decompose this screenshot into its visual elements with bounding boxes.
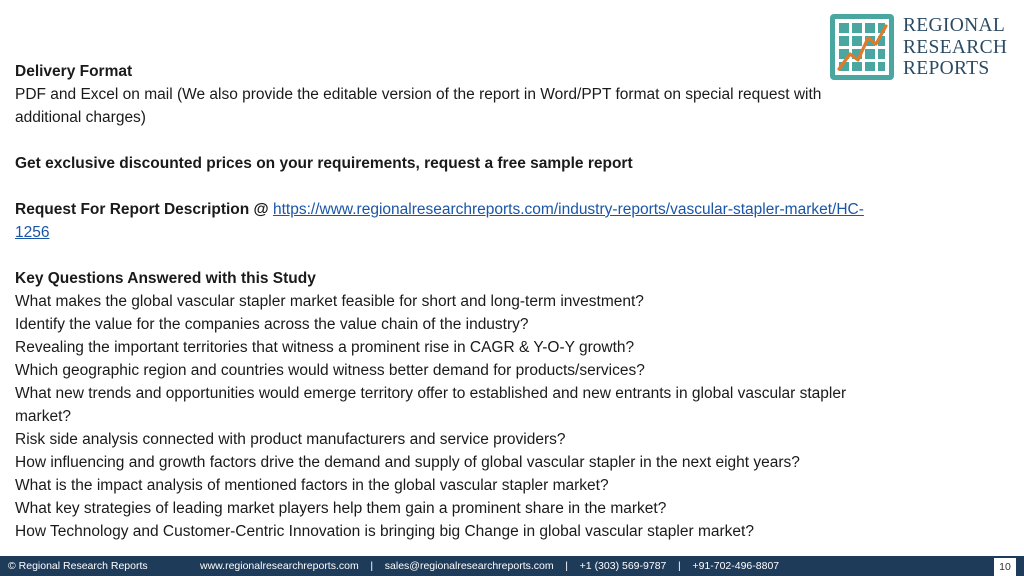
spacer (15, 244, 1005, 267)
request-description-line (15, 198, 1005, 221)
question-line: How Technology and Customer-Centric Innovation is bringing big Change in global vascular stapler market? (15, 523, 754, 540)
report-url-link-continued[interactable]: 1256 (15, 224, 50, 241)
logo-line-3: REPORTS (903, 58, 990, 79)
request-description-label: Request For Report Description @ (15, 201, 273, 218)
question-line: Identify the value for the companies across the value chain of the industry? (15, 316, 529, 333)
logo-line-2: RESEARCH (903, 36, 1008, 58)
request-description-line-2 (15, 221, 1005, 244)
question-line: market? (15, 408, 71, 425)
report-url-link[interactable]: https://www.regionalresearchreports.com/industry-reports/vascular-stapler-market/HC- (272, 201, 864, 218)
question-line: Revealing the important territories that witness a prominent rise in CAGR & Y-O-Y growth? (15, 339, 635, 356)
question-line: What key strategies of leading market players help them gain a prominent share in the market? (15, 500, 667, 517)
question-line: What new trends and opportunities would emerge territory offer to established and new entrants in global vascular stapler (15, 385, 847, 402)
spacer (15, 175, 1005, 198)
logo-line-1: REGIONAL (903, 15, 1006, 36)
question-line: What is the impact analysis of mentioned factors in the global vascular stapler market? (15, 477, 609, 494)
slide-content (15, 60, 1005, 543)
question-line: Risk side analysis connected with product manufacturers and service providers? (15, 431, 566, 448)
page-number: 10 (994, 558, 1016, 576)
spacer (15, 129, 1005, 152)
question-line: How influencing and growth factors drive the demand and supply of global vascular stapler in the next eight years? (15, 454, 800, 471)
delivery-format-heading: Delivery Format (15, 63, 133, 80)
footer-contacts: www.regionalresearchreports.com | sales@regionalresearchreports.com | +1 (303) 569-9787 | +91-702-496-8807 (200, 560, 780, 572)
key-questions-heading: Key Questions Answered with this Study (15, 270, 316, 287)
footer-bar (0, 556, 1024, 576)
question-line: Which geographic region and countries would witness better demand for products/services? (15, 362, 645, 379)
delivery-format-text-1: PDF and Excel on mail (We also provide the editable version of the report in Word/PPT format on special request with (15, 86, 822, 103)
question-line: What makes the global vascular stapler market feasible for short and long-term investment? (15, 293, 644, 310)
discount-offer-text: Get exclusive discounted prices on your requirements, request a free sample report (15, 155, 633, 172)
footer-copyright: © Regional Research Reports (8, 560, 148, 572)
delivery-format-text-2: additional charges) (15, 109, 146, 126)
